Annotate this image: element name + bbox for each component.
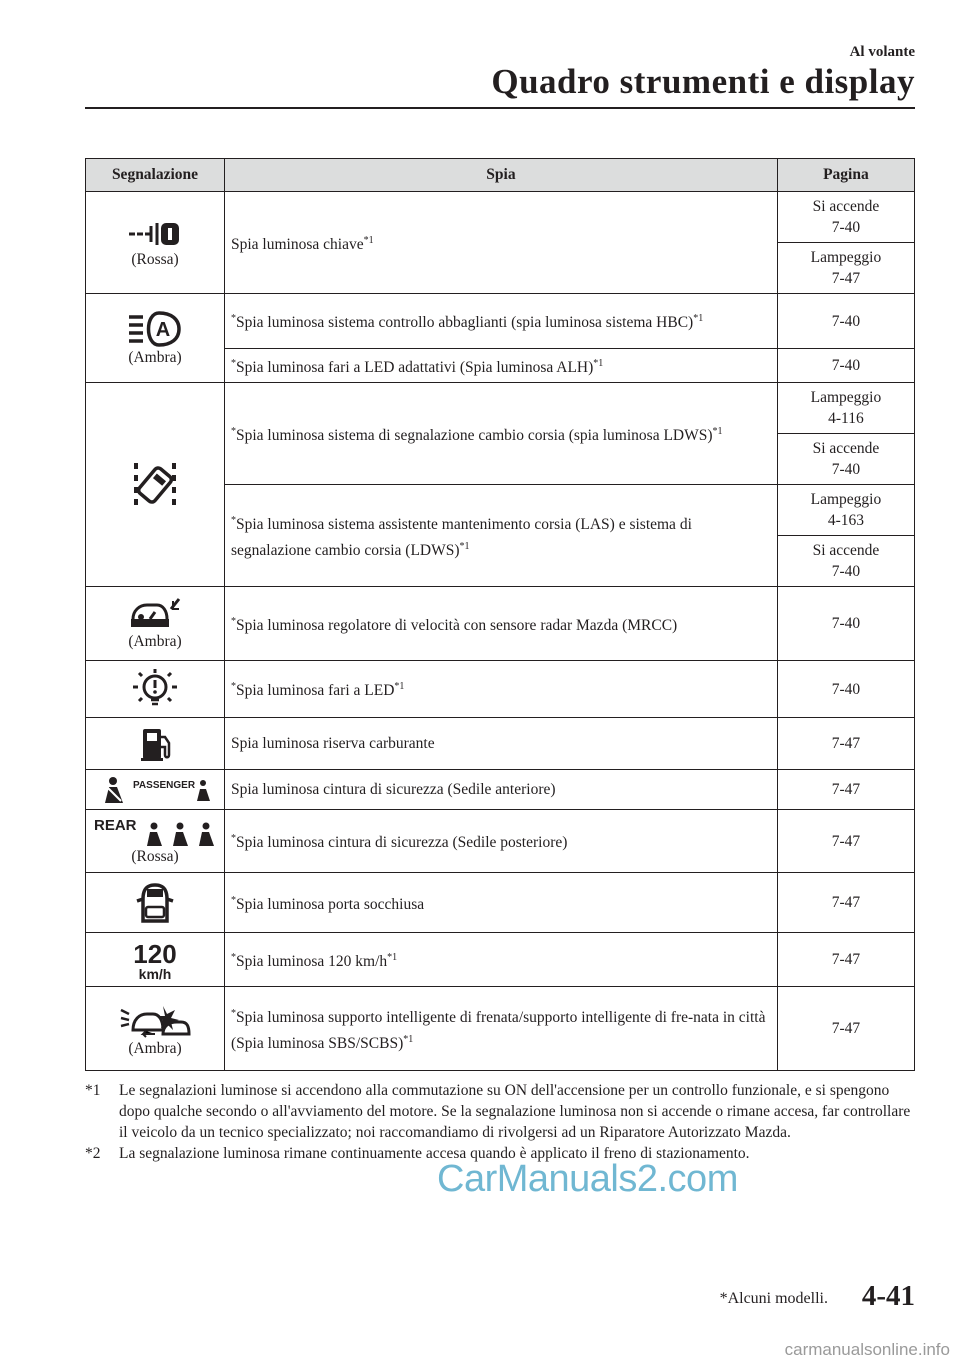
page-ref: Lampeggio 4-116	[777, 383, 914, 434]
icon-text: 120	[133, 938, 177, 969]
footer-note: *Alcuni modelli.	[719, 1290, 828, 1307]
page-ref: 7-40	[777, 587, 914, 661]
mrcc-icon	[127, 597, 183, 633]
table-row	[86, 770, 915, 810]
page-ref: 7-40	[777, 294, 914, 349]
light-description: *Spia luminosa regolatore di velocità con sensore radar Mazda (MRCC)	[225, 587, 778, 661]
sbs-icon	[119, 1000, 191, 1040]
table-row	[86, 933, 915, 987]
signal-color: (Rossa)	[131, 250, 179, 268]
key-warning-icon	[127, 217, 183, 251]
fuel-pump-icon	[137, 725, 173, 763]
page-ref: Si accende 7-40	[777, 434, 914, 485]
signal-cell	[86, 987, 225, 1071]
signal-cell	[86, 383, 225, 587]
page-number: 4-41	[861, 1280, 915, 1312]
light-description: *Spia luminosa sistema assistente mantenimento corsia (LAS) e sistema di segnalazione cambio corsia (LDWS)$^{*1}$	[225, 485, 778, 587]
section-label: Al volante	[849, 44, 915, 60]
table-row	[86, 383, 915, 434]
icon-unit: km/h	[138, 965, 172, 981]
light-description: Spia luminosa chiave$^{*1}$	[225, 192, 778, 294]
signal-cell	[86, 661, 225, 718]
footnote-mark: *2	[85, 1145, 101, 1162]
rear-seatbelt-icon	[92, 816, 218, 848]
signal-color: (Ambra)	[128, 632, 182, 650]
led-headlight-icon	[127, 667, 183, 711]
signal-cell	[86, 770, 225, 810]
table-row	[86, 873, 915, 933]
light-description: *Spia luminosa porta socchiusa	[225, 873, 778, 933]
svg-text:A: A	[155, 319, 171, 341]
light-description: *Spia luminosa cintura di sicurezza (Sedile posteriore)	[225, 810, 778, 873]
speed-120-icon	[127, 939, 183, 981]
light-description: *Spia luminosa sistema di segnalazione cambio corsia (spia luminosa LDWS)$^{*1}$	[225, 383, 778, 485]
col-header-light: Spia	[225, 159, 778, 192]
light-description: Spia luminosa riserva carburante	[225, 718, 778, 770]
icon-text: PASSENGER	[133, 779, 196, 791]
signal-color: (Ambra)	[128, 1039, 182, 1057]
table-row	[86, 987, 915, 1071]
signal-cell	[86, 294, 225, 383]
page-ref: 7-47	[777, 933, 914, 987]
page-title: Quadro strumenti e display	[491, 62, 915, 101]
light-description: *Spia luminosa 120 $km/h^{*1}$	[225, 933, 778, 987]
table-row	[86, 294, 915, 349]
table-row	[86, 587, 915, 661]
col-header-page: Pagina	[777, 159, 914, 192]
light-description: *Spia luminosa supporto intelligente di frenata/supporto intelligente di fre-nata in città (Spia luminosa SBS/SCBS)$^{*1}$	[225, 987, 778, 1071]
page-ref: Si accende 7-40	[777, 192, 914, 243]
table-row	[86, 661, 915, 718]
signal-cell	[86, 587, 225, 661]
signal-cell	[86, 873, 225, 933]
site-watermark: carmanualsonline.info	[784, 1340, 950, 1359]
footnote-text: Le segnalazioni luminose si accendono alla commutazione su ON dell'accensione per un controllo funzionale, e si spengono dopo qualche secondo o all'avviamento del motore. Se la segnalazione luminosa non si accende o rimane accesa, far controllare il veicolo da un tecnico specializzato; noi raccomandiamo di rivolgersi ad un Riparatore Autorizzato Mazda.	[119, 1082, 911, 1141]
light-description: *Spia luminosa fari a LED adattativi (Spia luminosa ALH)$^{*1}$	[225, 349, 778, 383]
light-description: Spia luminosa cintura di sicurezza (Sedile anteriore)	[225, 770, 778, 810]
footnote	[85, 1080, 915, 1143]
signal-cell	[86, 810, 225, 873]
footnotes	[85, 1080, 915, 1164]
light-description: *Spia luminosa fari a LED$^{*1}$	[225, 661, 778, 718]
page-ref: 7-40	[777, 349, 914, 383]
footnote-mark: *1	[85, 1082, 101, 1099]
icon-text: REAR	[94, 817, 137, 834]
header-rule	[85, 107, 915, 109]
footnote-text: La segnalazione luminosa rimane continuamente accesa quando è applicato il freno di stazionamento.	[119, 1145, 750, 1162]
page-ref: 7-47	[777, 810, 914, 873]
page-ref: 7-47	[777, 718, 914, 770]
signal-cell	[86, 933, 225, 987]
table-row	[86, 192, 915, 243]
page-ref: Lampeggio 4-163	[777, 485, 914, 536]
lane-departure-icon	[130, 457, 180, 513]
page-ref: Si accende 7-40	[777, 536, 914, 587]
hbc-icon	[125, 309, 185, 349]
light-description: *Spia luminosa sistema controllo abbaglianti (spia luminosa sistema HBC)$^{*1}$	[225, 294, 778, 349]
signal-cell	[86, 192, 225, 294]
warning-lights-table	[85, 158, 915, 1071]
signal-color: (Ambra)	[128, 349, 182, 366]
page-ref: Lampeggio 7-47	[777, 243, 914, 294]
watermark: CarManuals2.com	[437, 1158, 738, 1200]
page-ref: 7-40	[777, 661, 914, 718]
signal-color: (Rossa)	[131, 848, 179, 865]
table-row	[86, 810, 915, 873]
front-seatbelt-icon	[93, 775, 217, 805]
signal-cell	[86, 718, 225, 770]
table-header-row	[86, 159, 915, 192]
page-ref: 7-47	[777, 873, 914, 933]
door-ajar-icon	[133, 879, 177, 927]
page-ref: 7-47	[777, 987, 914, 1071]
table-row	[86, 718, 915, 770]
page-ref: 7-47	[777, 770, 914, 810]
col-header-signal: Segnalazione	[86, 159, 225, 192]
